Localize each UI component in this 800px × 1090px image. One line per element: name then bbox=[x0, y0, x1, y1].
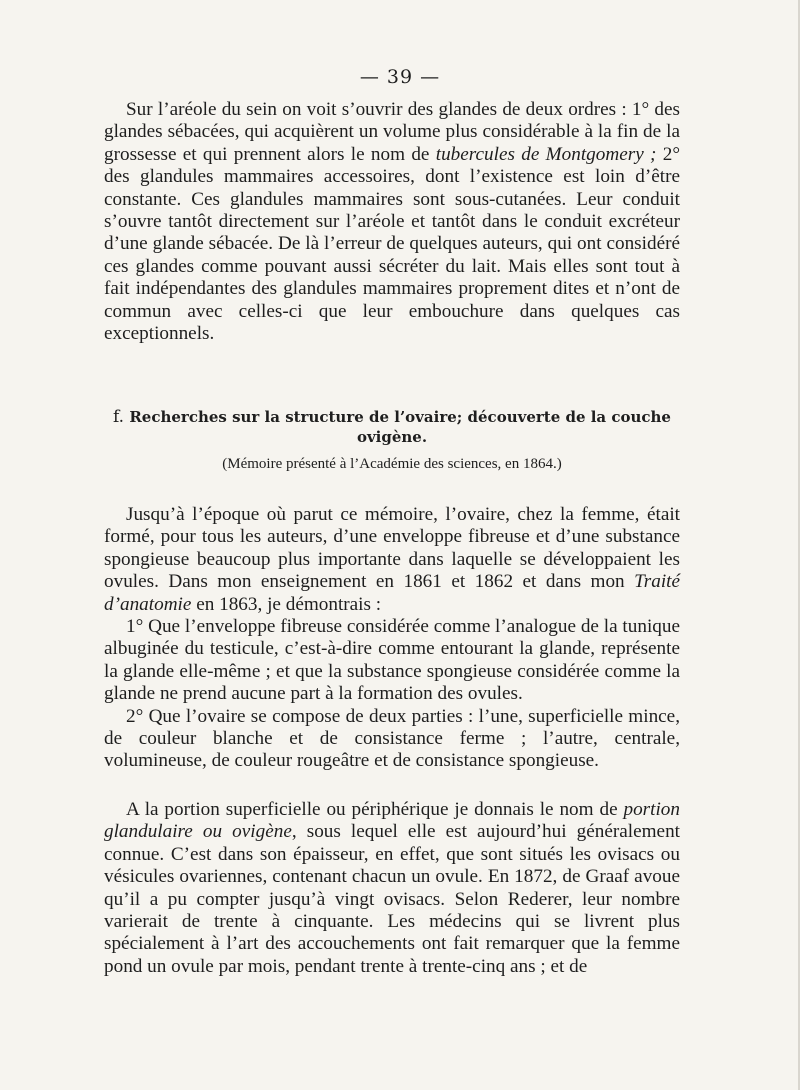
paragraph-text: en 1863, je démontrais : bbox=[191, 593, 382, 615]
section-letter: f. bbox=[113, 407, 125, 427]
point-one: 1° Que l’enveloppe fibreuse considérée comme l’analogue de la tunique albuginée du testicule, c’est-à-dire comme entourant la glande, représente la glande elle-même ; et que la substance spongieuse considérée comme la glande ne prend aucune part à la formation des ovules. bbox=[104, 616, 680, 705]
paragraph-text: Sur l’aréole du sein on voit s’ouvrir des glandes de deux ordres : 1° des glandes sébacées, qui acquièrent un volume plus considérable à la fin de la grossesse et qui prennent alors le nom de bbox=[104, 99, 680, 165]
paragraph-areole bbox=[104, 99, 680, 345]
italic-term: portion glandulaire ou ovigène bbox=[104, 799, 680, 843]
point-two: 2° Que l’ovaire se compose de deux parties : l’une, superficielle mince, de couleur blanche et de consistance ferme ; l’autre, centrale, volumineuse, de couleur rougeâtre et de consistance spongieuse. bbox=[104, 705, 680, 772]
italic-term: tubercules de Montgomery ; bbox=[435, 143, 657, 165]
paragraph-text: A la portion superficielle ou périphérique je donnais le nom de bbox=[126, 799, 624, 820]
portion-text-block bbox=[104, 799, 680, 978]
page-number: — 39 — bbox=[359, 66, 441, 88]
section-title: Recherches sur la structure de l’ovaire; découverte de la couche ovigène. bbox=[129, 408, 671, 446]
section-heading bbox=[104, 407, 680, 447]
paragraph-text: , sous lequel elle est aujourd’hui généralement connue. C’est dans son épaisseur, en effet, que sont situés les ovisacs ou vésicules ovariennes, contenant chacun un ovule. En 1872, de Graaf avoue qu’il a pu compter jusqu’à vingt ovisacs. Selon Rederer, leur nombre varierait de trente à cinquante. Les médecins qui se livrent plus spécialement à l’art des accouchements ont fait remarquer que la femme pond un ovule par mois, pendant trente à trente-cinq ans ; et de bbox=[104, 821, 680, 977]
paragraph-text: 2° des glandules mammaires accessoires, dont l’existence est loin d’être constante. Ces glandules mammaires sont sous-cutanées. Leur conduit s’ouvre tantôt directement sur l’aréole et tantôt dans le conduit excréteur d’une glande sébacée. De là l’erreur de quelques auteurs, qui ont considéré ces glandes comme pouvant aussi sécréter du lait. Mais elles sont tout à fait indépendantes des glandules mammaires proprement dites et n’ont de commun avec celles-ci que leur embouchure dans quelques cas exceptionnels. bbox=[104, 143, 680, 345]
paragraph-portion bbox=[104, 799, 680, 978]
paragraph-text: Jusqu’à l’époque où parut ce mémoire, l’ovaire, chez la femme, était formé, pour tous les auteurs, d’une enveloppe fibreuse et d’une substance spongieuse beaucoup plus importante dans laquelle se développaient les ovules. Dans mon enseignement en 1861 et 1862 et dans mon bbox=[104, 504, 680, 593]
section-subtitle: (Mémoire présenté à l’Académie des sciences, en 1864.) bbox=[222, 456, 562, 472]
intro-text-block bbox=[104, 99, 680, 345]
italic-title: Traité d’anatomie bbox=[104, 571, 680, 615]
paragraph-ovaire bbox=[104, 504, 680, 616]
memoir-text-block bbox=[104, 504, 680, 773]
